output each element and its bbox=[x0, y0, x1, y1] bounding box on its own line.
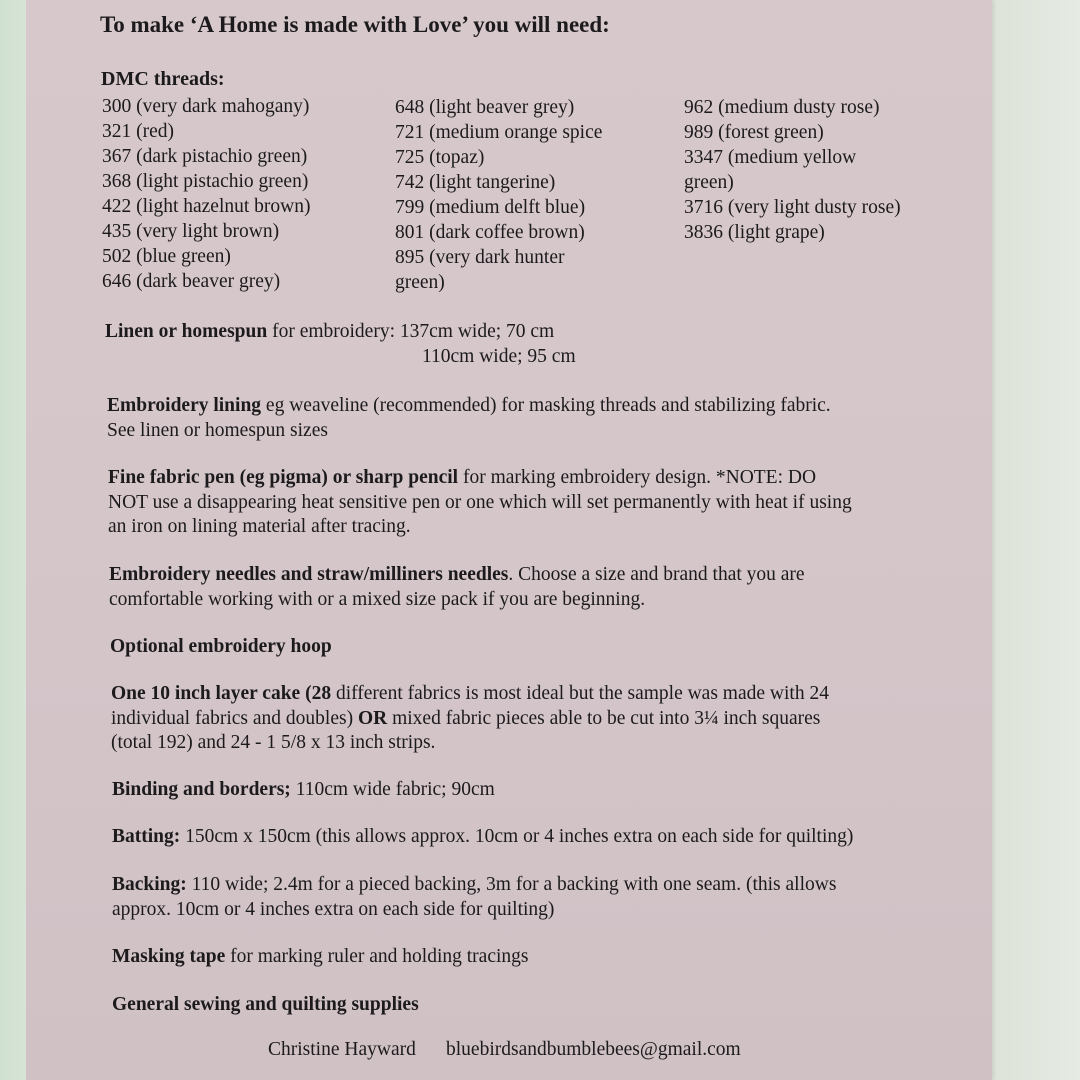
pen-line-1: for marking embroidery design. *NOTE: DO bbox=[458, 467, 817, 488]
thread-item: 801 (dark coffee brown) bbox=[395, 222, 585, 243]
hoop-bold: Optional embroidery hoop bbox=[110, 636, 332, 657]
document-page bbox=[26, 0, 992, 1080]
thread-item: 435 (very light brown) bbox=[102, 221, 280, 242]
linen-item bbox=[105, 320, 576, 369]
backing-bold: Backing: bbox=[112, 874, 187, 895]
background-right bbox=[985, 0, 1080, 1080]
batting-bold: Batting: bbox=[112, 826, 181, 847]
pen-line-2: NOT use a disappearing heat sensitive pen or one which will set permanently with heat if using bbox=[108, 491, 852, 513]
lining-bold: Embroidery lining bbox=[107, 395, 262, 416]
binding-bold: Binding and borders; bbox=[112, 779, 291, 800]
linen-line-1: for embroidery: 137cm wide; 70 cm bbox=[267, 321, 555, 342]
pen-bold: Fine fabric pen (eg pigma) or sharp pencil bbox=[108, 467, 459, 488]
thread-item: 725 (topaz) bbox=[395, 147, 485, 168]
layer-line-3: (total 192) and 24 - 1 5/8 x 13 inch strips. bbox=[111, 732, 436, 753]
layer-bold-1: One 10 inch layer cake (28 bbox=[111, 683, 332, 704]
thread-item: 3836 (light grape) bbox=[684, 222, 825, 243]
page-title: To make ‘A Home is made with Love’ you will need: bbox=[100, 12, 610, 37]
hoop-item bbox=[110, 635, 332, 660]
thread-item: 368 (light pistachio green) bbox=[102, 171, 309, 192]
general-supplies-item bbox=[112, 993, 419, 1018]
backing-line-1: 110 wide; 2.4m for a pieced backing, 3m for a backing with one seam. (this allows bbox=[186, 874, 837, 895]
lining-line-2: See linen or homespun sizes bbox=[107, 419, 328, 441]
linen-line-2: 110cm wide; 95 cm bbox=[422, 345, 576, 367]
thread-item: 895 (very dark hunter bbox=[395, 247, 565, 268]
binding-item bbox=[112, 778, 495, 803]
dmc-heading: DMC threads: bbox=[101, 68, 225, 90]
needles-item bbox=[109, 563, 805, 612]
backing-line-2: approx. 10cm or 4 inches extra on each side for quilting) bbox=[112, 898, 555, 920]
thread-item: 721 (medium orange spice bbox=[395, 122, 603, 143]
backing-item bbox=[112, 873, 836, 922]
thread-item: 799 (medium delft blue) bbox=[395, 197, 586, 218]
masking-bold: Masking tape bbox=[112, 946, 226, 967]
thread-item: 422 (light hazelnut brown) bbox=[102, 196, 311, 217]
needles-bold: Embroidery needles and straw/milliners needles bbox=[109, 564, 509, 585]
thread-item: 502 (blue green) bbox=[102, 246, 231, 267]
binding-text: 110cm wide fabric; 90cm bbox=[290, 779, 495, 800]
layer-line-1: different fabrics is most ideal but the sample was made with 24 bbox=[331, 683, 829, 704]
layer-line-2a: individual fabrics and doubles) bbox=[111, 707, 358, 729]
footer-name: Christine Hayward bbox=[268, 1039, 416, 1060]
lining-item bbox=[107, 394, 831, 443]
batting-item bbox=[112, 825, 853, 850]
thread-item: 367 (dark pistachio green) bbox=[102, 146, 308, 167]
masking-text: for marking ruler and holding tracings bbox=[225, 946, 529, 967]
thread-item: green) bbox=[684, 172, 734, 193]
footer-email: bluebirdsandbumblebees@gmail.com bbox=[446, 1039, 741, 1060]
thread-item: 3716 (very light dusty rose) bbox=[684, 197, 901, 218]
thread-item: 321 (red) bbox=[102, 121, 175, 142]
thread-item: green) bbox=[395, 272, 445, 293]
thread-item: 962 (medium dusty rose) bbox=[684, 97, 880, 118]
dmc-column-2 bbox=[395, 95, 602, 295]
needles-line-2: comfortable working with or a mixed size pack if you are beginning. bbox=[109, 588, 646, 610]
layer-bold-2: OR bbox=[357, 707, 388, 729]
lining-line-1: eg weaveline (recommended) for masking threads and stabilizing fabric. bbox=[261, 395, 831, 416]
pen-item bbox=[108, 466, 852, 540]
linen-bold: Linen or homespun bbox=[105, 321, 268, 342]
general-bold: General sewing and quilting supplies bbox=[112, 994, 419, 1015]
dmc-column-3 bbox=[684, 95, 901, 245]
batting-text: 150cm x 150cm (this allows approx. 10cm or 4 inches extra on each side for quilting) bbox=[180, 826, 854, 847]
pen-line-3: an iron on lining material after tracing. bbox=[108, 516, 411, 537]
thread-item: 648 (light beaver grey) bbox=[395, 97, 575, 118]
layer-cake-item bbox=[111, 682, 829, 756]
thread-item: 300 (very dark mahogany) bbox=[102, 96, 310, 117]
thread-item: 646 (dark beaver grey) bbox=[102, 271, 281, 292]
thread-item: 742 (light tangerine) bbox=[395, 172, 556, 193]
thread-item: 989 (forest green) bbox=[684, 122, 824, 143]
masking-tape-item bbox=[112, 945, 528, 970]
thread-item: 3347 (medium yellow bbox=[684, 147, 857, 168]
dmc-column-1 bbox=[102, 94, 311, 294]
needles-line-1: . Choose a size and brand that you are bbox=[508, 564, 805, 585]
layer-line-2b: mixed fabric pieces able to be cut into 3¼ inch squares bbox=[387, 707, 821, 729]
